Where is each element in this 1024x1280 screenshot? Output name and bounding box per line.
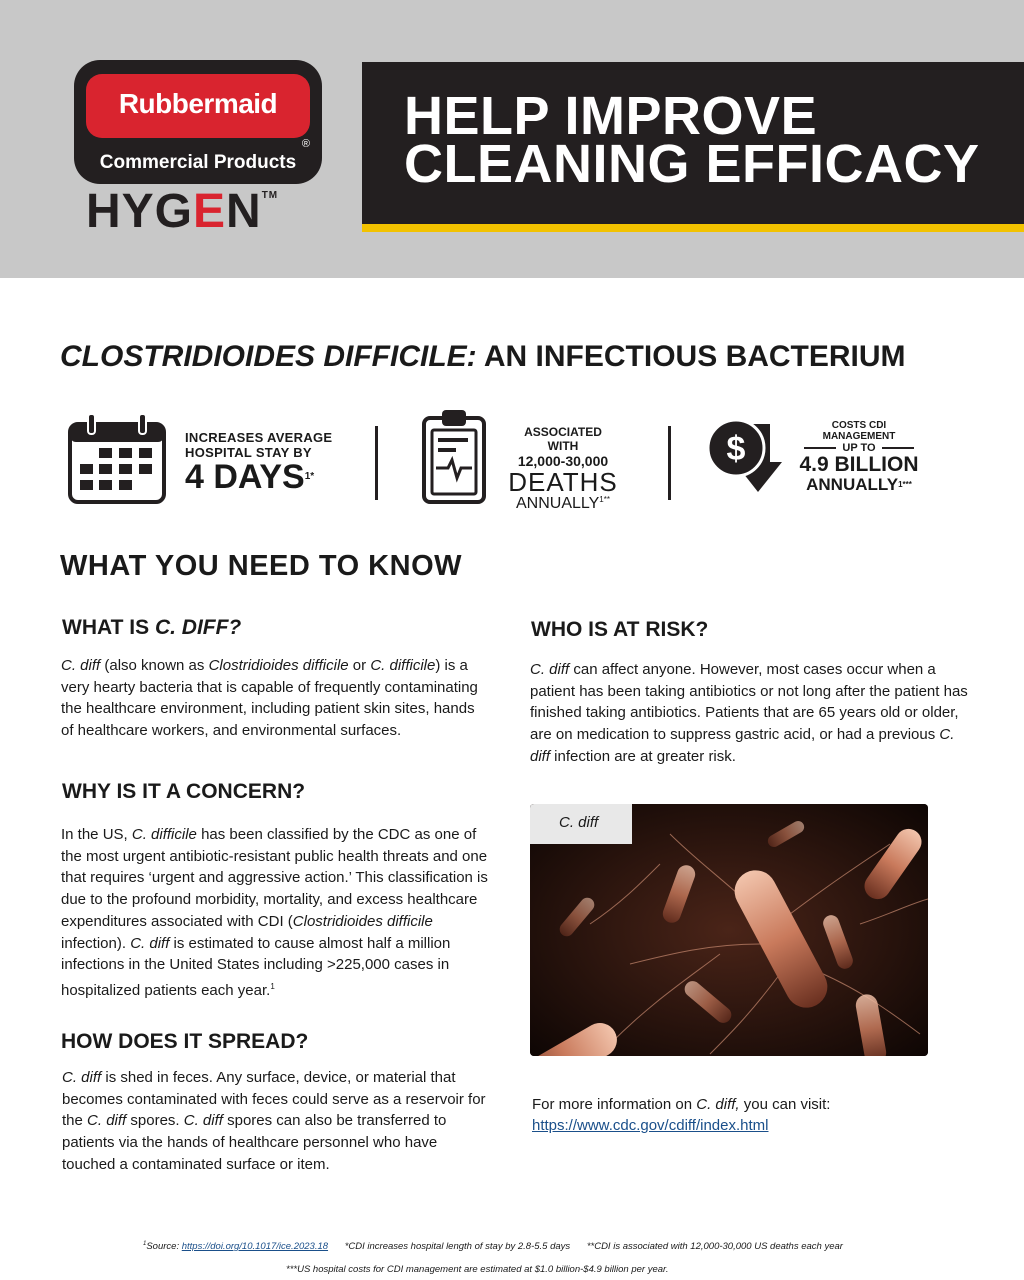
dollar-down-arrow-icon [706,418,786,496]
clipboard-heartbeat-icon [422,408,486,504]
footnote-line-2: ***US hospital costs for CDI management are estimated at $1.0 billion-$4.9 billion per year. [286,1264,669,1275]
stat-deaths: ASSOCIATED WITH 12,000-30,000 DEATHS $ANNUALLY^{1**}$ [508,425,618,512]
section-heading: WHAT YOU NEED TO KNOW [60,550,462,582]
source-link[interactable]: https://doi.org/10.1017/ice.2023.18 [181,1241,329,1253]
stat-divider [375,426,378,500]
why-concern-paragraph: In the US, C. difficile has been classified by the CDC as one of the most urgent antibiotic-resistant public health threats and one that requires ‘urgent and aggressive action.’ This classification is due to the profound morbidity, mortality, and excess healthcare expenditures associated with CDI (Clostridioides difficile infection). C. diff is estimated to cause almost half a million infections in the United States including >225,000 cases in hospitalized patients each year.$^1$ [61,826,488,999]
how-spread-paragraph: C. diff is shed in feces. Any surface, device, or material that becomes contaminated with feces could serve as a reservoir for the C. diff spores. C. diff spores can also be transferred to patients via the hands of healthcare personnel who have touched a contaminated surface or item. [62,1069,486,1173]
calendar-icon [68,414,166,504]
logo-registered-mark: ® [301,138,310,150]
banner-accent-line [362,224,1024,232]
how-spread-heading: HOW DOES IT SPREAD? [61,1030,309,1053]
who-risk-heading: WHO IS AT RISK? [531,618,709,641]
title-banner [362,62,1024,224]
footnote-line-1: $^1$Source: https://doi.org/10.1017/ice.2023.18 *CDI increases hospital length of stay by 2.8-5.5 days **CDI is associated with 12,000-30,000 US deaths each year [143,1241,843,1253]
rubbermaid-logo [74,60,322,184]
what-is-paragraph: C. diff (also known as Clostridioides difficile or C. difficile) is a very hearty bacteria that is capable of frequently contaminating the healthcare environment, including patient skin sites, hands of healthcare workers, and environmental surfaces. [61,657,478,740]
more-info: For more information on C. diff, you can visit: https://www.cdc.gov/cdiff/index.html [532,1096,831,1134]
what-is-heading: WHAT IS C. DIFF? [62,616,242,639]
stat-costs: COSTS CDI MANAGEMENT UP TO 4.9 BILLION $ANNUALLY^{1***}$ [799,420,919,494]
who-risk-paragraph: C. diff can affect anyone. However, most cases occur when a patient has been taking antibiotics or not long after the patient has finished taking antibiotics. Patients that are 65 years old or older, are on medication to suppress gastric acid, or had a previous C. diff infection are at greater risk. [530,661,968,765]
stat-hospital-stay: INCREASES AVERAGE HOSPITAL STAY BY 4 $DAYS^{1*}$ [185,430,333,496]
hygen-logo: HYGEN™ [86,185,279,238]
stat-divider [668,426,671,500]
cdc-link[interactable]: https://www.cdc.gov/cdiff/index.html [532,1117,769,1134]
logo-brand-text: Rubbermaid [118,88,278,119]
why-concern-heading: WHY IS IT A CONCERN? [62,780,306,803]
banner-title: HELP IMPROVE CLEANING EFFICACY [404,86,980,194]
svg-text:$: $ [726,430,746,468]
photo-label-box: C. diff [530,804,632,844]
bacteria-photo [530,804,928,1056]
logo-subtitle: Commercial Products [99,152,297,173]
page-title: CLOSTRIDIOIDES DIFFICILE: AN INFECTIOUS BACTERIUM [60,340,906,373]
